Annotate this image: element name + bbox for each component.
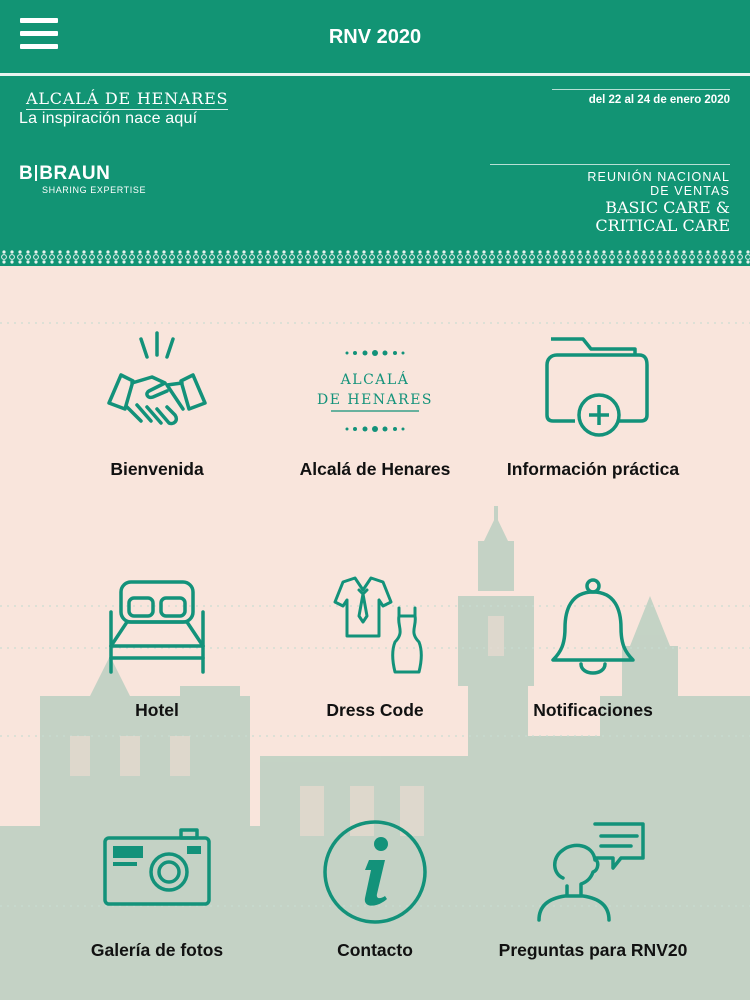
bell-icon <box>533 572 653 682</box>
tile-galeria-fotos[interactable] <box>32 820 282 1000</box>
divider <box>490 164 730 165</box>
top-bar <box>0 0 750 73</box>
alcala-logo-line-1: ALCALÁ <box>340 372 410 388</box>
meeting-line-4: CRITICAL CARE <box>595 216 730 235</box>
tile-informacion-practica[interactable] <box>468 325 718 565</box>
tile-label: Información práctica <box>506 459 680 479</box>
tile-label: Notificaciones <box>533 700 653 720</box>
banner-city: ALCALÁ DE HENARES <box>26 89 229 108</box>
brand-subtitle: SHARING EXPERTISE <box>42 185 147 195</box>
tile-alcala[interactable] <box>250 325 500 565</box>
alcala-logo-text <box>250 370 500 410</box>
event-dates: del 22 al 24 de enero 2020 <box>588 94 730 106</box>
tile-label: Bienvenida <box>110 459 204 479</box>
tile-label: Galería de fotos <box>90 940 224 960</box>
tile-notificaciones[interactable] <box>468 572 718 812</box>
banner-tagline: La inspiración nace aquí <box>19 110 198 127</box>
tile-label: Alcalá de Henares <box>299 459 451 479</box>
meeting-line-1: REUNIÓN NACIONAL <box>587 170 730 184</box>
tile-contacto[interactable] <box>250 820 500 1000</box>
person-chat-icon <box>533 820 653 924</box>
camera-icon <box>97 820 217 920</box>
info-icon <box>315 820 435 924</box>
brand-right: BRAUN <box>39 163 111 184</box>
event-banner <box>0 76 750 248</box>
tile-label: Preguntas para RNV20 <box>498 940 688 960</box>
clothes-icon <box>315 572 435 682</box>
tile-label: Dress Code <box>326 700 424 720</box>
decorative-border <box>0 248 750 266</box>
meeting-line-2: DE VENTAS <box>650 184 730 198</box>
meeting-title <box>587 170 730 234</box>
meeting-line-3: BASIC CARE & <box>605 198 730 217</box>
app-title: RNV 2020 <box>328 26 422 48</box>
brand-left: B <box>19 163 34 184</box>
tile-hotel[interactable] <box>32 572 282 812</box>
bed-icon <box>97 572 217 682</box>
tile-preguntas[interactable] <box>468 820 718 1000</box>
bbraun-logo <box>19 164 146 195</box>
tile-label: Hotel <box>135 700 179 720</box>
divider <box>552 89 730 90</box>
folder-plus-icon <box>533 325 653 445</box>
tile-label: Contacto <box>337 940 413 960</box>
tile-bienvenida[interactable] <box>32 325 282 565</box>
alcala-logo-line-2: DE HENARES <box>316 392 434 408</box>
tile-dress-code[interactable] <box>250 572 500 812</box>
handshake-icon <box>97 325 217 445</box>
